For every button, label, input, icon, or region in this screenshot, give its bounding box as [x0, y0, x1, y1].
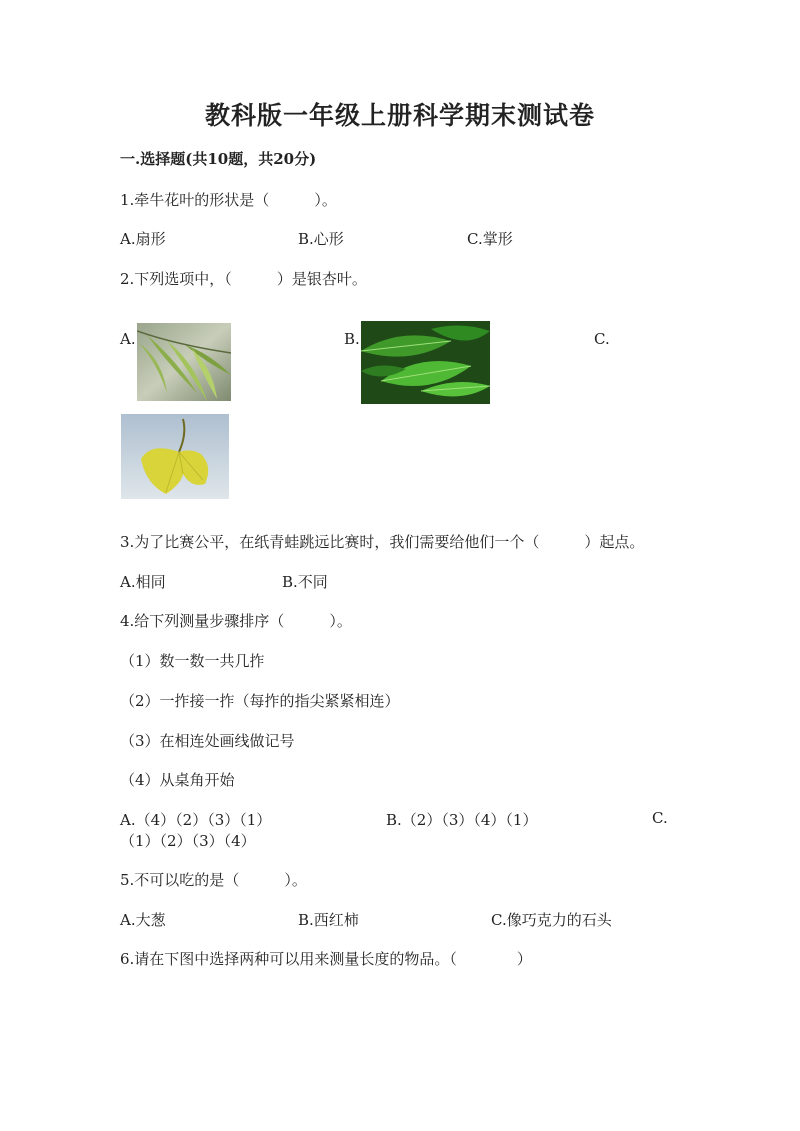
question-3-option-b: B.不同	[282, 573, 328, 591]
question-2-option-a: A.	[120, 330, 136, 348]
question-4-step-1: （1）数一数一共几拃	[120, 652, 265, 670]
question-3-stem: 3.为了比赛公平，在纸青蛙跳远比赛时，我们需要给他们一个（ ）起点。	[120, 533, 645, 551]
question-4-option-b: B.（2）（3）（4）（1）	[386, 811, 538, 829]
question-3-option-a: A.相同	[120, 573, 166, 591]
question-5-option-a: A.大葱	[120, 911, 166, 929]
section-heading: 一.选择题(共10题，共20分)	[120, 150, 317, 168]
question-2-option-b: B.	[344, 330, 360, 348]
question-6-stem: 6.请在下图中选择两种可以用来测量长度的物品。（ ）	[120, 950, 532, 968]
banana-leaf-photo	[361, 321, 490, 404]
ginkgo-leaf-photo	[121, 414, 229, 499]
question-1-stem: 1.牵牛花叶的形状是（ ）。	[120, 191, 337, 209]
question-4-stem: 4.给下列测量步骤排序（ ）。	[120, 612, 352, 630]
page-title: 教科版一年级上册科学期末测试卷	[204, 101, 595, 130]
question-4-option-c: C.	[652, 809, 668, 827]
question-1-option-c: C.掌形	[467, 230, 513, 248]
question-4-option-c-continued: （1）（2）（3）（4）	[120, 832, 256, 850]
question-1-option-a: A.扇形	[120, 230, 166, 248]
question-4-step-3: （3）在相连处画线做记号	[120, 732, 295, 750]
question-5-stem: 5.不可以吃的是（ ）。	[120, 871, 307, 889]
willow-leaf-photo	[137, 323, 231, 401]
question-4-option-a: A.（4）（2）（3）（1）	[120, 811, 272, 829]
question-5-option-b: B.西红柿	[298, 911, 359, 929]
question-4-step-4: （4）从桌角开始	[120, 771, 235, 789]
question-2-option-c: C.	[594, 330, 610, 348]
question-4-step-2: （2）一拃接一拃（每拃的指尖紧紧相连）	[120, 692, 400, 710]
question-5-option-c: C.像巧克力的石头	[491, 911, 612, 929]
question-1-option-b: B.心形	[298, 230, 344, 248]
question-2-stem: 2.下列选项中，（ ）是银杏叶。	[120, 270, 367, 288]
